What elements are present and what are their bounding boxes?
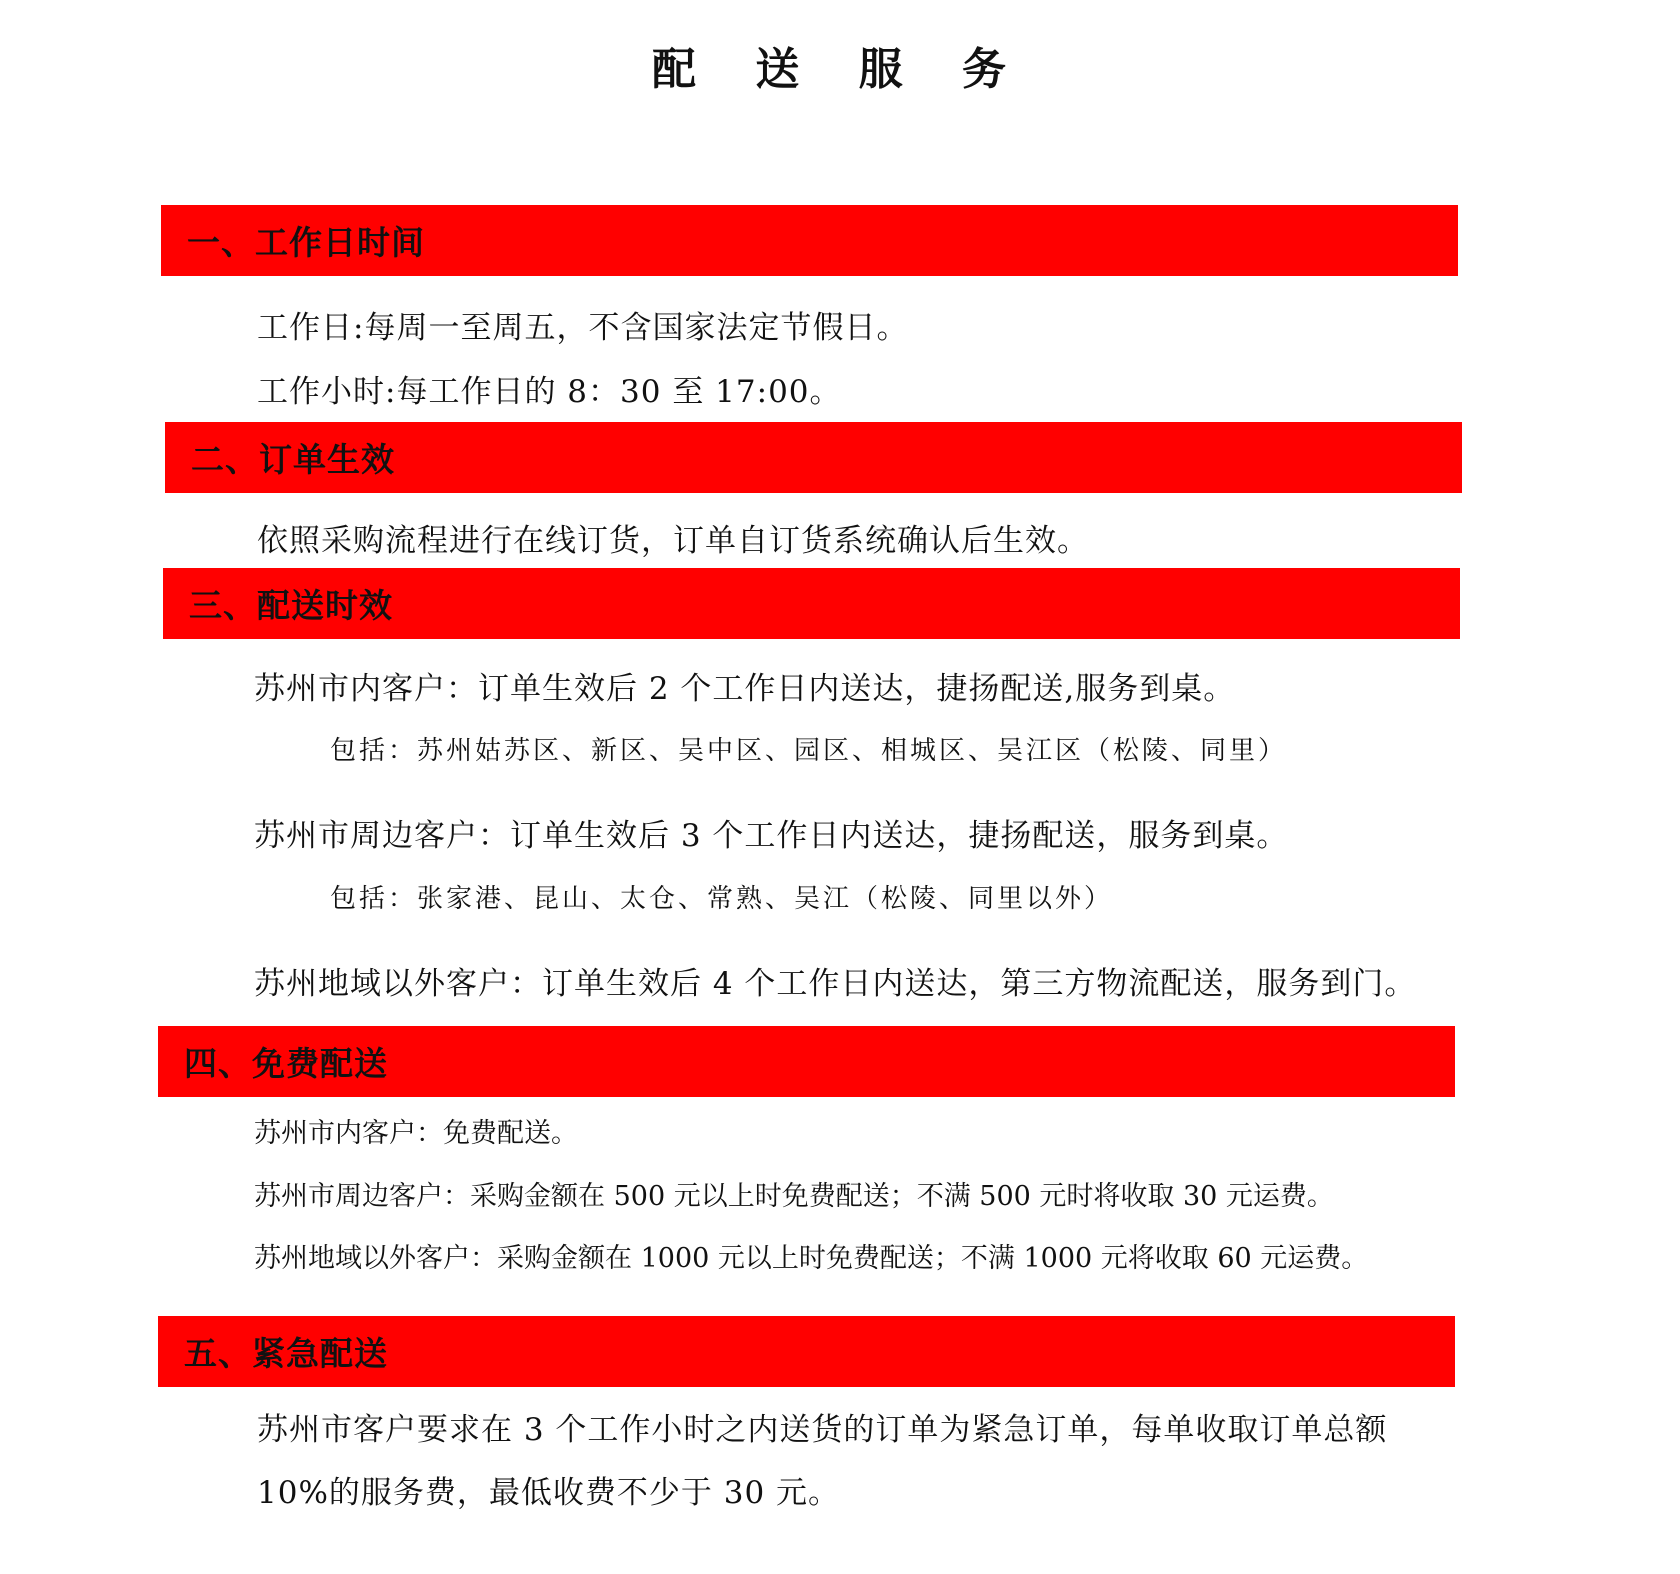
suzhou-surrounding-delivery-line: 苏州市周边客户：订单生效后 3 个工作日内送达，捷扬配送，服务到桌。 [254,818,1289,854]
section-heading: 五、紧急配送 [184,1334,388,1373]
work-days-line: 工作日:每周一至周五，不含国家法定节假日。 [257,310,909,346]
section-banner-work-hours [161,205,1458,276]
section-banner-delivery-time [163,568,1460,639]
section-banner-urgent-delivery [158,1316,1455,1387]
urgent-delivery-line-1: 苏州市客户要求在 3 个工作小时之内送货的订单为紧急订单，每单收取订单总额 [257,1412,1388,1448]
free-delivery-surrounding-line: 苏州市周边客户：采购金额在 500 元以上时免费配送；不满 500 元时将收取 30 元运费。 [254,1181,1334,1212]
section-heading: 二、订单生效 [191,440,395,479]
section-banner-free-delivery [158,1026,1455,1097]
work-hours-line: 工作小时:每工作日的 8：30 至 17:00。 [257,374,842,410]
free-delivery-city-line: 苏州市内客户：免费配送。 [254,1118,578,1149]
suzhou-city-areas-line: 包括：苏州姑苏区、新区、吴中区、园区、相城区、吴江区（松陵、同里） [330,736,1288,766]
section-heading: 一、工作日时间 [187,223,425,262]
section-heading: 三、配送时效 [189,586,393,625]
suzhou-city-delivery-line: 苏州市内客户：订单生效后 2 个工作日内送达，捷扬配送,服务到桌。 [254,671,1236,707]
section-banner-order-effective [165,422,1462,493]
urgent-delivery-line-2: 10%的服务费，最低收费不少于 30 元。 [257,1475,841,1511]
order-effective-line: 依照采购流程进行在线订货，订单自订货系统确认后生效。 [257,523,1089,559]
outside-suzhou-delivery-line: 苏州地域以外客户：订单生效后 4 个工作日内送达，第三方物流配送，服务到门。 [254,966,1417,1002]
free-delivery-outside-line: 苏州地域以外客户：采购金额在 1000 元以上时免费配送；不满 1000 元将收取 60 元运费。 [254,1243,1369,1274]
suzhou-surrounding-areas-line: 包括：张家港、昆山、太仓、常熟、吴江（松陵、同里以外） [330,884,1114,914]
section-heading: 四、免费配送 [184,1044,388,1083]
page-title: 配 送 服 务 [652,44,1028,95]
